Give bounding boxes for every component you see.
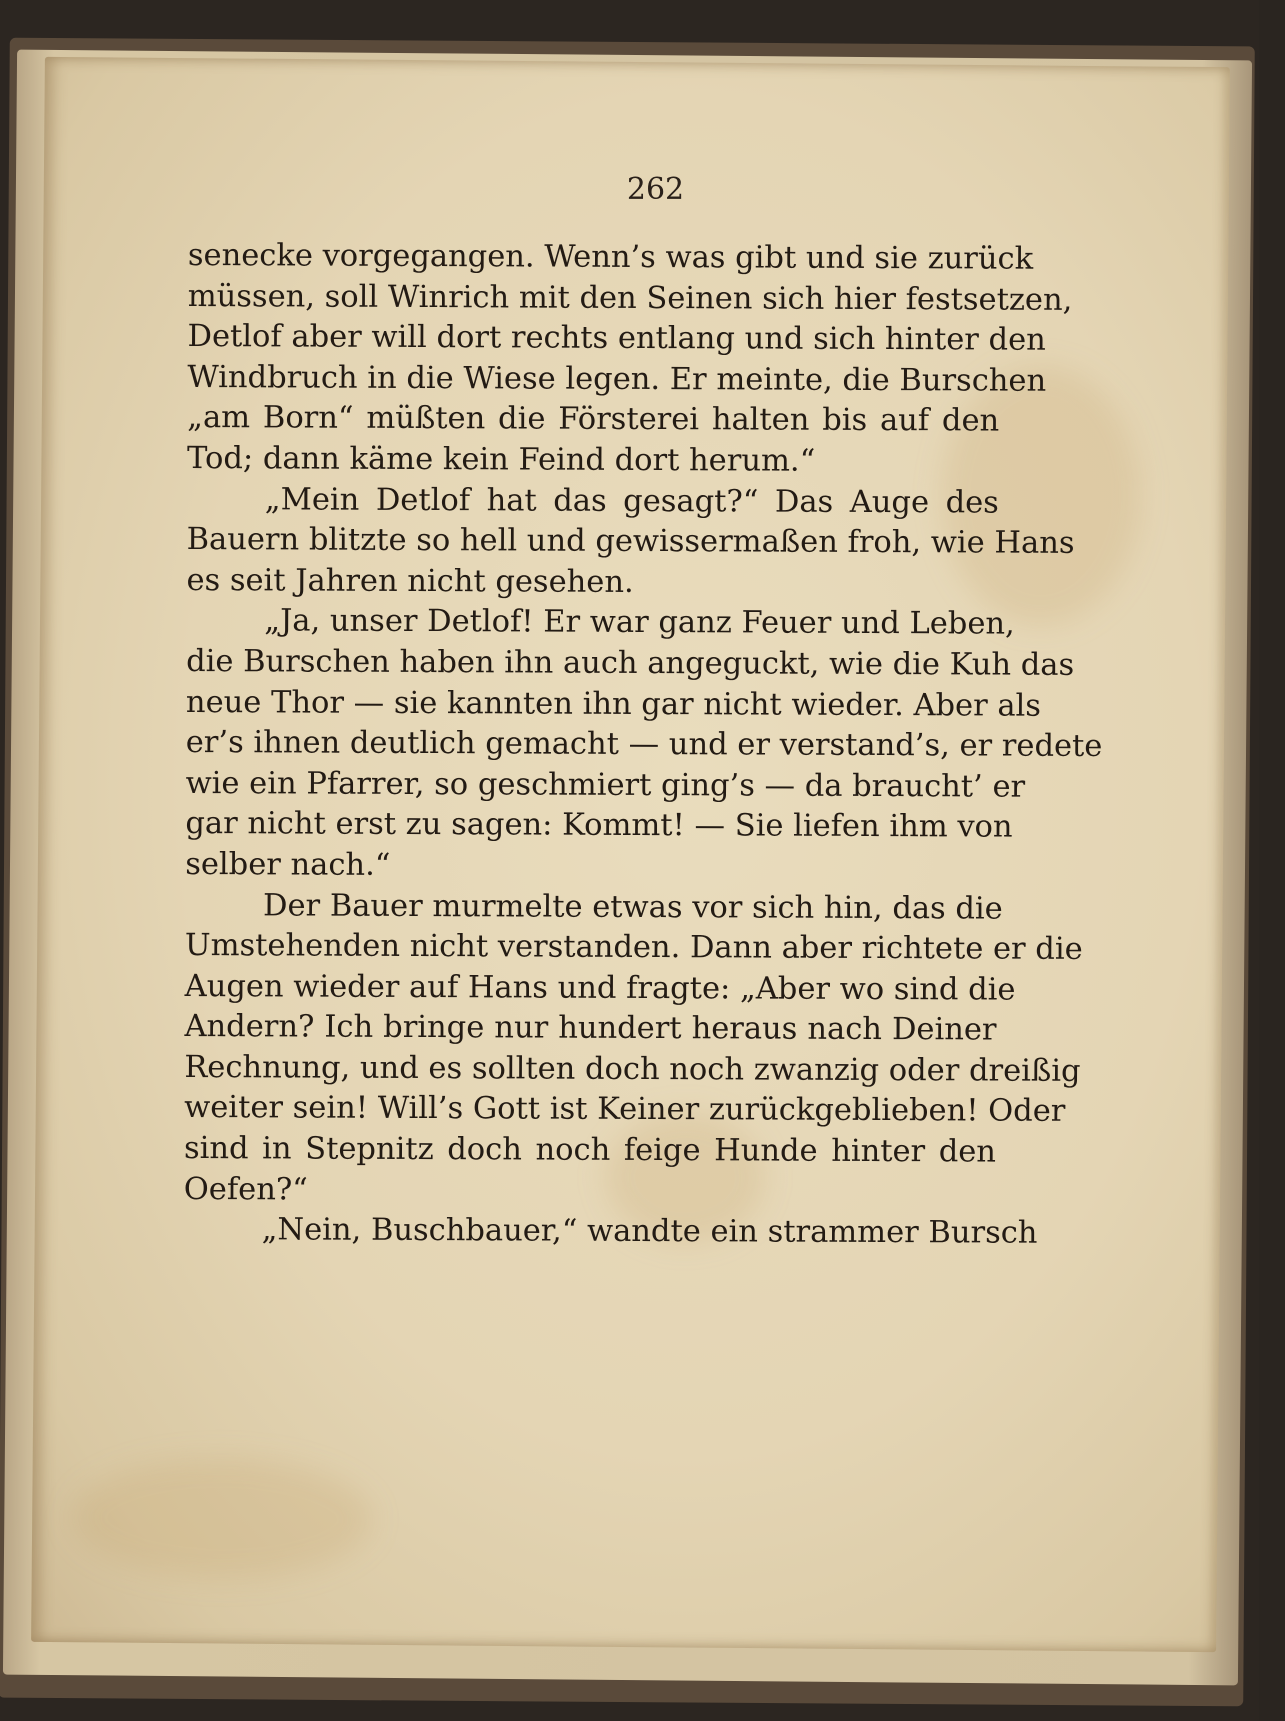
text-line: Rechnung, und es sollten doch noch zwanzig oder dreißig <box>184 1049 1081 1089</box>
body-text <box>183 236 1103 1254</box>
page-number: 262 <box>626 172 685 207</box>
text-line: „Nein, Buschbauer,“ wandte ein strammer Bursch <box>261 1212 1038 1251</box>
text-line: Detlof aber will dort rechts entlang und sich hinter den <box>187 319 1046 358</box>
text-line: „Ja, unser Detlof! Er war ganz Feuer und Leben, <box>264 603 1015 642</box>
text-line: „am Born“ müßten die Försterei halten bis auf den <box>187 400 1000 439</box>
text-line: Bauern blitzte so hell und gewissermaßen froh, wie Hans <box>186 522 1075 562</box>
text-line: Andern? Ich bringe nur hundert heraus nach Deiner <box>184 1009 997 1048</box>
text-line: neue Thor — sie kannten ihn gar nicht wieder. Aber als <box>185 684 1042 724</box>
text-line: müssen, soll Winrich mit den Seinen sich hier festsetzen, <box>187 278 1073 318</box>
text-line: wie ein Pfarrer, so geschmiert ging’s — da braucht’ er <box>185 765 1026 805</box>
text-line: Tod; dann käme kein Feind dort herum.“ <box>186 440 816 479</box>
text-line: Der Bauer murmelte etwas vor sich hin, das die <box>263 887 1003 927</box>
text-line: Windbruch in die Wiese legen. Er meinte, die Burschen <box>187 359 1047 399</box>
text-line: selber nach.“ <box>185 846 391 883</box>
text-line: „Mein Detlof hat das gesagt?“ Das Auge des <box>264 481 999 521</box>
text-line: weiter sein! Will’s Gott ist Keiner zurückgeblieben! Oder <box>184 1090 1066 1130</box>
text-line: Umstehenden nicht verstanden. Dann aber richtete er die <box>184 928 1083 968</box>
text-line: sind in Stepnitz doch noch feige Hunde hinter den <box>183 1131 997 1170</box>
paragraph <box>186 480 1075 605</box>
paragraph <box>183 885 1083 1213</box>
paragraph <box>184 1210 1038 1254</box>
text-line: es seit Jahren nicht gesehen. <box>186 562 634 600</box>
text-line: die Burschen haben ihn auch angeguckt, wie die Kuh das <box>186 643 1075 683</box>
text-line: gar nicht erst zu sagen: Kommt! — Sie liefen ihm von <box>185 806 1013 845</box>
paragraph <box>185 601 1103 889</box>
text-line: er’s ihnen deutlich gemacht — und er verstand’s, er redete <box>185 725 1103 765</box>
text-line: Augen wieder auf Hans und fragte: „Aber wo sind die <box>184 968 1016 1008</box>
text-line: senecke vorgegangen. Wenn’s was gibt und sie zurück <box>187 237 1034 277</box>
text-line: Oefen?“ <box>183 1171 308 1208</box>
paragraph <box>186 236 1073 483</box>
paper-stain <box>72 1457 373 1580</box>
